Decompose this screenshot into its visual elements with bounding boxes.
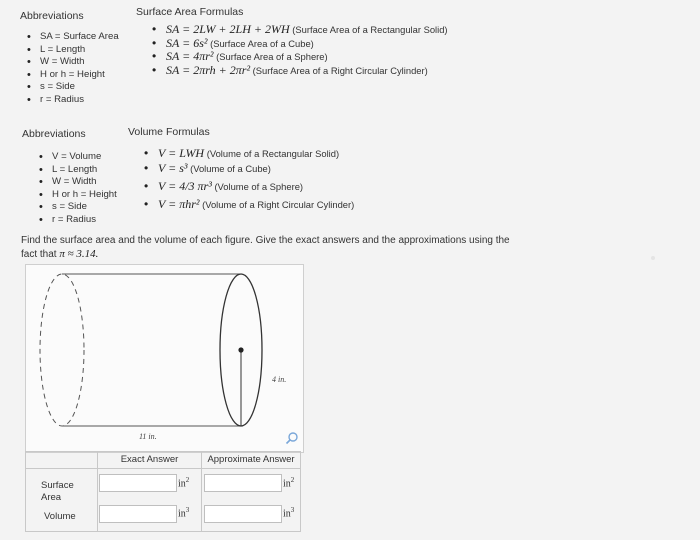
formula-desc: (Surface Area of a Sphere) — [216, 51, 328, 62]
answer-table — [25, 451, 301, 531]
formula-item — [140, 146, 354, 161]
list-item: • W = Width — [36, 176, 117, 189]
cylinder-figure — [25, 264, 304, 453]
list-item: • L = Length — [36, 164, 117, 177]
formula-math: V = s³ — [158, 161, 188, 175]
approximate-answer-header: Approximate Answer — [207, 454, 295, 465]
formula-math: V = LWH — [158, 146, 205, 160]
volume-approx-unit: $in^3$ — [283, 506, 295, 520]
list-item: • V = Volume — [36, 151, 117, 164]
surface-area-exact-input[interactable] — [99, 474, 177, 492]
list-item: • r = Radius — [24, 94, 119, 107]
cylinder-left-base — [40, 274, 84, 426]
surface-area-formula-list — [148, 23, 448, 77]
list-item: • r = Radius — [36, 214, 117, 227]
list-item: • SA = Surface Area — [24, 31, 119, 44]
volume-formulas-header: Volume Formulas — [128, 126, 210, 138]
list-item: • s = Side — [36, 201, 117, 214]
formula-item — [140, 161, 354, 176]
formula-desc: (Volume of a Rectangular Solid) — [206, 148, 340, 159]
surface-area-approx-input[interactable] — [204, 474, 282, 492]
formula-math: SA = 4πr² — [166, 49, 214, 63]
volume-row-label: Volume — [44, 511, 76, 522]
cylinder-diagram — [26, 265, 303, 452]
list-item: • H or h = Height — [24, 69, 119, 82]
formula-math: SA = 2πrh + 2πr² — [166, 62, 251, 77]
volume-approx-input[interactable] — [204, 505, 282, 523]
instruction-text — [21, 235, 510, 260]
abbreviations-header-1: Abbreviations — [20, 10, 84, 22]
list-item: • L = Length — [24, 44, 119, 57]
formula-math: V = 4/3 πr³ — [158, 179, 212, 193]
formula-item — [140, 176, 354, 197]
list-item: • s = Side — [24, 81, 119, 94]
list-item: • H or h = Height — [36, 189, 117, 202]
pi-approximation: π ≈ 3.14. — [59, 248, 99, 260]
exact-answer-header: Exact Answer — [120, 454, 179, 465]
list-item: • W = Width — [24, 56, 119, 69]
formula-item — [148, 23, 448, 37]
volume-formula-list — [140, 146, 354, 212]
surface-area-row-label: Surface Area — [41, 480, 74, 503]
formula-item — [148, 64, 448, 78]
formula-desc: (Surface Area of a Right Circular Cylinder) — [252, 64, 428, 76]
zoom-icon[interactable] — [285, 431, 299, 445]
abbreviation-list-2 — [36, 151, 117, 227]
formula-math: SA = 6s² — [166, 35, 208, 50]
decor-dot — [651, 256, 655, 260]
formula-math: V = πhr² — [158, 197, 200, 211]
formula-item — [140, 197, 354, 212]
center-point — [238, 347, 243, 352]
volume-exact-unit: $in^3$ — [178, 506, 190, 520]
formula-desc: (Surface Area of a Cube) — [210, 37, 314, 49]
formula-math: SA = 2LW + 2LH + 2WH — [166, 22, 290, 36]
surface-area-approx-unit: $in^2$ — [283, 476, 295, 490]
formula-item — [148, 50, 448, 64]
volume-exact-input[interactable] — [99, 505, 177, 523]
formula-desc: (Volume of a Sphere) — [214, 181, 304, 192]
surface-area-exact-unit: $in^2$ — [178, 476, 190, 490]
formula-desc: (Volume of a Right Circular Cylinder) — [202, 199, 355, 210]
surface-area-formulas-header: Surface Area Formulas — [136, 6, 244, 18]
formula-desc: (Surface Area of a Rectangular Solid) — [292, 24, 448, 35]
length-label: 11 in. — [139, 432, 157, 441]
formula-item — [148, 37, 448, 51]
formula-desc: (Volume of a Cube) — [190, 163, 271, 174]
instruction-line-1: Find the surface area and the volume of each figure. Give the exact answers and the approximations using the — [21, 235, 510, 246]
abbreviation-list-1 — [24, 31, 119, 107]
instruction-prefix: fact that — [21, 249, 57, 260]
abbreviations-header-2: Abbreviations — [22, 128, 86, 140]
radius-label: 4 in. — [272, 375, 287, 384]
instruction-line-2 — [21, 248, 510, 260]
